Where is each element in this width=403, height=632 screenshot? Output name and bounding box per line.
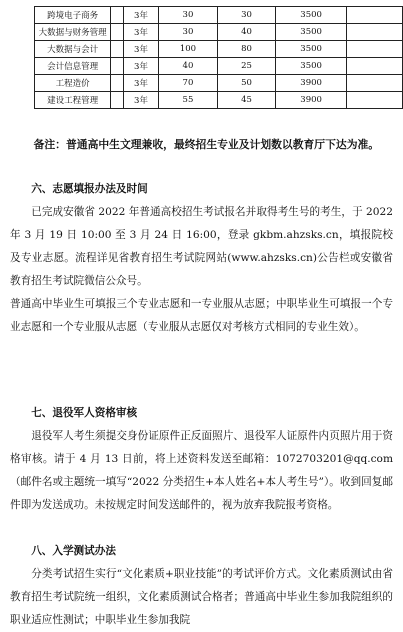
section-6-paragraph-2: 普通高中毕业生可填报三个专业志愿和一专业服从志愿；中职毕业生可填报一个专业志愿和一个专业服从志愿（专业服从志愿仅对考核方式相同的专业生效）。 (10, 298, 393, 333)
plan-b-cell: 40 (218, 24, 276, 41)
table-row (35, 75, 403, 92)
plan-b-cell: 50 (218, 75, 276, 92)
blank-cell (347, 58, 403, 75)
section-8 (10, 540, 393, 632)
tuition-cell: 3900 (275, 92, 346, 109)
program-name-cell: 大数据与财务管理 (35, 24, 111, 41)
duration-cell: 3年 (124, 7, 159, 24)
tuition-cell: 3900 (275, 75, 346, 92)
program-name-cell: 会计信息管理 (35, 58, 111, 75)
blank-cell (111, 58, 124, 75)
section-7-heading: 七、退役军人资格审核 (31, 407, 138, 419)
section-8-paragraph-1: 分类考试招生实行“文化素质+职业技能”的考试评价方式。文化素质测试由省教育招生考试院统一组织，文化素质测试合格者；普通高中毕业生参加我院组织的职业适应性测试；中职毕业生参加我院 (10, 568, 393, 626)
plan-b-cell: 25 (218, 58, 276, 75)
table-row (35, 92, 403, 109)
blank-cell (111, 92, 124, 109)
program-name-cell: 工程造价 (35, 75, 111, 92)
tuition-cell: 3500 (275, 41, 346, 58)
tuition-cell: 3500 (275, 24, 346, 41)
duration-cell: 3年 (124, 24, 159, 41)
program-table (34, 6, 403, 109)
section-6 (10, 178, 393, 339)
plan-b-cell: 30 (218, 7, 276, 24)
duration-cell: 3年 (124, 92, 159, 109)
plan-a-cell: 55 (158, 92, 217, 109)
plan-b-cell: 80 (218, 41, 276, 58)
plan-a-cell: 30 (158, 24, 217, 41)
table-row (35, 41, 403, 58)
section-7-paragraph-1: 退役军人考生须提交身份证原件正反面照片、退役军人证原件内页照片用于资格审核。请于 4 月 13 日前，将上述资料发送至邮箱：1072703201@qq.com（邮件名或主题统一填写“2022 分类招生+本人姓名+本人考生号”）。收到回复邮件即为发送成功。未按规定时间发送邮件的，视为放弃我院报考资格。 (10, 430, 393, 511)
table-row (35, 58, 403, 75)
blank-cell (111, 24, 124, 41)
tuition-cell: 3500 (275, 58, 346, 75)
blank-cell (111, 75, 124, 92)
blank-cell (347, 41, 403, 58)
duration-cell: 3年 (124, 41, 159, 58)
duration-cell: 3年 (124, 75, 159, 92)
blank-cell (347, 7, 403, 24)
blank-cell (347, 92, 403, 109)
section-6-heading: 六、志愿填报办法及时间 (31, 183, 148, 195)
plan-b-cell: 45 (218, 92, 276, 109)
plan-a-cell: 100 (158, 41, 217, 58)
program-name-cell: 建设工程管理 (35, 92, 111, 109)
blank-cell (111, 41, 124, 58)
plan-a-cell: 30 (158, 7, 217, 24)
blank-cell (347, 24, 403, 41)
blank-cell (111, 7, 124, 24)
program-name-cell: 大数据与会计 (35, 41, 111, 58)
table-row (35, 7, 403, 24)
plan-a-cell: 70 (158, 75, 217, 92)
tuition-cell: 3500 (275, 7, 346, 24)
blank-cell (347, 75, 403, 92)
plan-a-cell: 40 (158, 58, 217, 75)
section-6-paragraph-1: 已完成安徽省 2022 年普通高校招生考试报名并取得考生号的考生，于 2022 年 3 月 19 日 10:00 至 3 月 24 日 16:00，登录 gkbm.ahzsks.cn，填报院校及专业志愿。流程详见省教育招生考试院网站(www.ahzsks.cn)公告栏或安徽省教育招生考试院微信公众号。 (10, 206, 393, 287)
duration-cell: 3年 (124, 58, 159, 75)
program-name-cell: 跨境电子商务 (35, 7, 111, 24)
section-7 (10, 402, 393, 517)
table-row (35, 24, 403, 41)
table-note: 备注：普通高中生文理兼收，最终招生专业及计划数以教育厅下达为准。 (33, 138, 380, 151)
section-8-heading: 八、入学测试办法 (31, 545, 116, 557)
